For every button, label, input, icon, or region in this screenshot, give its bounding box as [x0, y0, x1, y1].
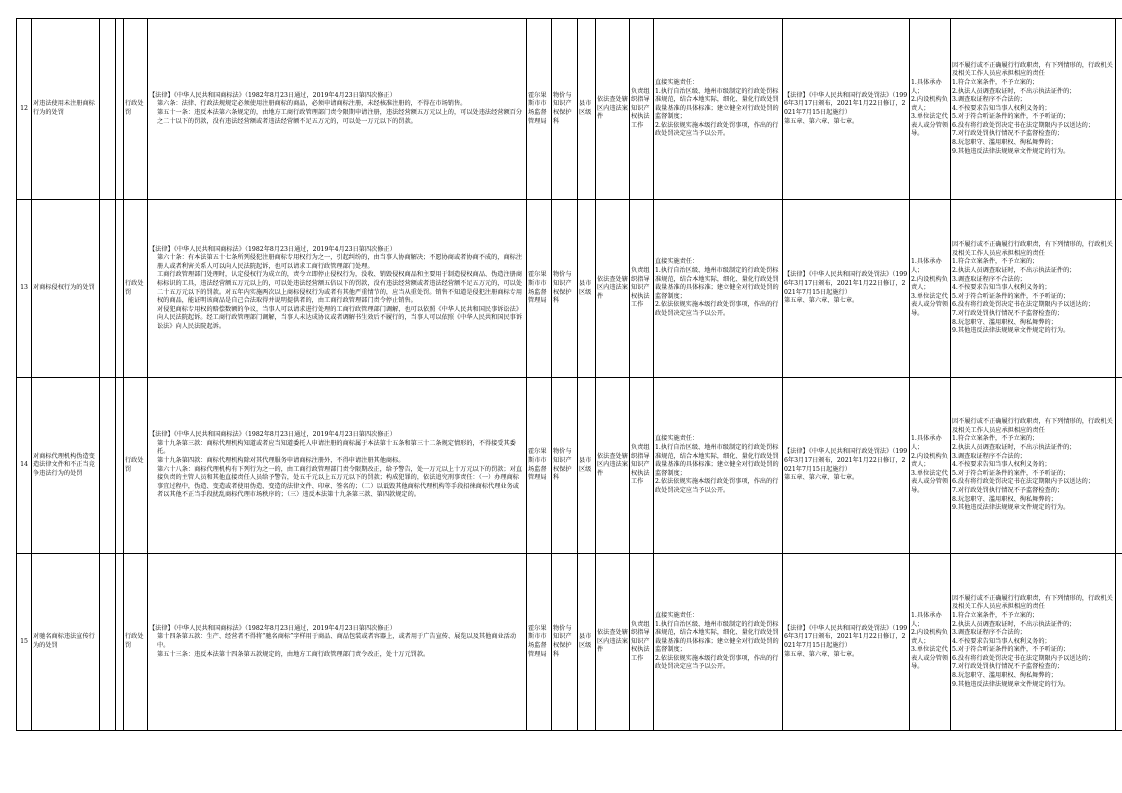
admin-level: 县市区级	[578, 200, 596, 378]
item-name: 对商标代理机构伪造变造法律文件和不正当竞争违法行为的处罚	[32, 378, 100, 554]
accountability-line: 2.执法人员调查取证时，不出示执法证件的；	[952, 444, 1076, 452]
law-line: 【法律】《中华人民共和国行政处罚法》（1996年3月17日颁布，2021年1月22日修订，2021年7月15日起施行）	[784, 624, 908, 649]
row-number: 12	[17, 19, 32, 200]
subject-line: 2.内设机构负责人；	[911, 629, 948, 645]
accountability-line: 3.调查取证程序不合法的；	[952, 629, 1026, 637]
accountability-law	[783, 554, 910, 731]
accountability-line: 9.其他违反法律法规规章文件规定的行为。	[952, 147, 1070, 155]
power-type: 行政处罚	[124, 19, 148, 200]
row-number: 15	[17, 554, 32, 731]
subject-line: 1.具体承办人；	[911, 258, 942, 275]
subject-line: 3.单位法定代表人或分管领导。	[911, 469, 949, 494]
power-type: 行政处罚	[124, 554, 148, 731]
admin-level: 县市区级	[578, 378, 596, 554]
item-name: 对违法使用未注册商标行为的处罚	[32, 19, 100, 200]
internal-office: 物价与知识产权保护科	[552, 554, 578, 731]
basis-line: 第十四条第五款：生产、经营者不得将“驰名商标”字样用于商品、商品包装或者容器上，或者用于广告宣传、展览以及其他商业活动中。	[157, 633, 517, 649]
accountability-line: 3.调查取证程序不合法的；	[952, 452, 1026, 460]
responsibility-line: 1.执行自治区级、地州市级制定的行政处罚标准规范，结合本地实际，细化、量化行政处罚裁量基准的具体标准；建立健全对行政处罚的监督制度；	[655, 267, 779, 300]
subject-line: 3.单位法定代表人或分管领导。	[911, 113, 949, 138]
accountability-title: 因不履行或不正确履行行政职责，有下列情形的，行政机关及相关工作人员应承担相应的责任	[952, 418, 1113, 434]
responsibility-line: 2.依法依规实施本级行政处罚事项，作出的行政处罚决定应当予以公开。	[655, 478, 779, 494]
blank-cell	[1116, 200, 1122, 378]
accountability-line: 1.符合立案条件，不予立案的；	[952, 611, 1039, 619]
responsibility	[654, 200, 783, 378]
row-number: 14	[17, 378, 32, 554]
accountability-line: 5.对于符合听证条件的案件，不予听证的；	[952, 113, 1070, 121]
responsible-subjects	[910, 378, 951, 554]
accountability-line: 6.没有将行政处罚决定书在法定期限内予以送达的；	[952, 478, 1095, 486]
accountability-line: 6.没有将行政处罚决定书在法定期限内予以送达的；	[952, 654, 1095, 662]
subject-line: 2.内设机构负责人；	[911, 452, 948, 469]
power-list-table	[16, 18, 1122, 731]
accountability-line: 9.其他违反法律法规规章文件规定的行为。	[952, 327, 1070, 335]
responsibility-line: 2.依法依规实施本级行政处罚事项，作出的行政处罚决定应当予以公开。	[655, 654, 779, 671]
law-line: 第五章、第六章、第七章。	[784, 650, 859, 658]
accountability-cases	[951, 200, 1116, 378]
blank-cell	[100, 19, 116, 200]
law-line: 第五章、第六章、第七章。	[784, 297, 859, 305]
responsibility-title: 直接实施责任：	[655, 435, 699, 443]
accountability-line: 2.执法人员调查取证时，不出示执法证件的；	[952, 267, 1076, 275]
basis-line: 第十九条第三款：商标代理机构知道或者应当知道委托人申请注册的商标属于本法第十五条和第三十二条规定情形的，不得接受其委托。	[157, 439, 516, 456]
responsibility	[654, 378, 783, 554]
accountability-line: 8.玩忽职守、滥用职权、徇私舞弊的；	[952, 672, 1057, 680]
blank-cell	[1116, 554, 1122, 731]
basis-line: 【法律】《中华人民共和国商标法》（1982年8月23日通过，2019年4月23日第四次修正）	[149, 245, 396, 253]
accountability-line: 8.玩忽职守、滥用职权、徇私舞弊的；	[952, 495, 1057, 503]
accountability-title: 因不履行或不正确履行行政职责，有下列情形的，行政机关及相关工作人员应承担相应的责任	[952, 594, 1113, 611]
internal-office: 物价与知识产权保护科	[552, 200, 578, 378]
responsibility-line: 2.依法依规实施本级行政处罚事项，作出的行政处罚决定应当予以公开。	[655, 301, 779, 317]
basis-line: 【法律】《中华人民共和国商标法》（1982年8月23日通过，2019年4月23日第四次修正）	[149, 91, 396, 99]
accountability-line: 8.玩忽职守、滥用职权、徇私舞弊的；	[952, 318, 1057, 326]
jurisdiction-scope: 依法查处辖区内违法案件	[596, 378, 630, 554]
accountability-law	[783, 19, 910, 200]
table-row	[17, 554, 1122, 731]
internal-office: 物价与知识产权保护科	[552, 378, 578, 554]
accountability-line: 7.对行政处罚执行情况不予监督检查的；	[952, 486, 1064, 494]
power-type: 行政处罚	[124, 200, 148, 378]
responsibility-title: 直接实施责任：	[655, 78, 699, 86]
law-line: 【法律】《中华人民共和国行政处罚法》（1996年3月17日颁布，2021年1月22日修订，2021年7月15日起施行）	[784, 91, 908, 116]
responsibility-title: 直接实施责任：	[655, 611, 699, 619]
basis-line: 第五十三条：违反本法第十四条第五款规定的，由地方工商行政管理部门责令改正，处十万元罚款。	[157, 650, 430, 658]
blank-cell	[100, 200, 116, 378]
basis-line: 第六十八条：商标代理机构有下列行为之一的，由工商行政管理部门责令限期改正，给予警告，处一万元以上十万元以下的罚款；对直接负责的主管人员和其他直接责任人员给予警告，处五千元以上五万元以下的罚款；构成犯罪的，依法追究刑事责任：（一）办理商标事宜过程中，伪造、变造或者使用伪造、变造的法律文件、印章、签名的；（二）以诋毁其他商标代理机构等手段招徕商标代理业务或者以其他不正当手段扰乱商标代理市场秩序的；（三）违反本法第十九条第三款、第四款规定的。	[157, 465, 523, 499]
responsibility-title: 直接实施责任：	[655, 258, 699, 266]
accountability-line: 6.没有将行政处罚决定书在法定期限内予以送达的；	[952, 301, 1095, 309]
duty-description: 负责组织指导知识产权执法工作	[630, 554, 654, 731]
law-line: 【法律】《中华人民共和国行政处罚法》（1996年3月17日颁布，2021年1月22日修订，2021年7月15日起施行）	[784, 271, 908, 296]
responsible-subjects	[910, 19, 951, 200]
duty-description: 负责组织指导知识产权执法工作	[630, 378, 654, 554]
jurisdiction-scope: 依法查处辖区内违法案件	[596, 200, 630, 378]
blank-cell	[1116, 19, 1122, 200]
power-type: 行政处罚	[124, 378, 148, 554]
blank-cell	[116, 19, 124, 200]
accountability-line: 7.对行政处罚执行情况不予监督检查的；	[952, 663, 1064, 671]
admin-level: 县市区级	[578, 19, 596, 200]
accountability-cases	[951, 19, 1116, 200]
responsibility-line: 2.依法依规实施本级行政处罚事项，作出的行政处罚决定应当予以公开。	[655, 121, 779, 138]
basis-line: 工商行政管理部门处理时，认定侵权行为成立的，责令立即停止侵权行为，没收、销毁侵权商品和主要用于制造侵权商品、伪造注册商标标识的工具，违法经营额五万元以上的，可以处违法经营额五倍以下的罚款，没有违法经营额或者违法经营额不足五万元的，可以处二十五万元以下的罚款。对五年内实施两次以上商标侵权行为或者有其他严重情节的，应当从重处罚。销售不知道是侵犯注册商标专用权的商品，能证明该商品是自己合法取得并说明提供者的，由工商行政管理部门责令停止销售。	[157, 271, 523, 305]
blank-cell	[100, 554, 116, 731]
accountability-line: 4.不按要求告知当事人权利义务的；	[952, 284, 1051, 292]
accountability-line: 1.符合立案条件，不予立案的；	[952, 435, 1039, 443]
accountability-line: 1.符合立案条件，不予立案的；	[952, 78, 1039, 86]
table-row	[17, 378, 1122, 554]
duty-description: 负责组织指导知识产权执法工作	[630, 19, 654, 200]
legal-basis	[148, 200, 527, 378]
responsibility-line: 1.执行自治区级、地州市级制定的行政处罚标准规范，结合本地实际，细化、量化行政处罚裁量基准的具体标准；建立健全对行政处罚的监督制度；	[655, 87, 779, 121]
law-line: 第五章、第六章、第七章。	[784, 117, 859, 125]
accountability-line: 1.符合立案条件，不予立案的；	[952, 258, 1039, 266]
accountability-line: 9.其他违反法律法规规章文件规定的行为。	[952, 504, 1070, 512]
accountability-line: 9.其他违反法律法规规章文件规定的行为。	[952, 680, 1070, 688]
implementing-dept: 霍尔果斯市市场监督管理局	[527, 200, 552, 378]
blank-cell	[1116, 378, 1122, 554]
implementing-dept: 霍尔果斯市市场监督管理局	[527, 19, 552, 200]
subject-line: 3.单位法定代表人或分管领导。	[911, 646, 949, 671]
basis-line: 【法律】《中华人民共和国商标法》（1982年8月23日通过，2019年4月23日第四次修正）	[149, 624, 396, 632]
accountability-line: 3.调查取证程序不合法的；	[952, 96, 1026, 104]
subject-line: 2.内设机构负责人；	[911, 275, 948, 292]
subject-line: 1.具体承办人；	[911, 611, 942, 628]
accountability-line: 7.对行政处罚执行情况不予监督检查的；	[952, 309, 1064, 317]
blank-cell	[100, 378, 116, 554]
subject-line: 1.具体承办人；	[911, 435, 942, 452]
accountability-line: 2.执法人员调查取证时，不出示执法证件的；	[952, 620, 1076, 628]
accountability-title: 因不履行或不正确履行行政职责，有下列情形的，行政机关及相关工作人员应承担相应的责任	[952, 61, 1113, 78]
basis-line: 第六条：法律、行政法规规定必须使用注册商标的商品，必须申请商标注册，未经核准注册的，不得在市场销售。	[157, 100, 467, 108]
accountability-line: 6.没有将行政处罚决定书在法定期限内予以送达的；	[952, 121, 1095, 129]
accountability-line: 4.不按要求告知当事人权利义务的；	[952, 637, 1051, 645]
accountability-cases	[951, 554, 1116, 731]
blank-cell	[116, 378, 124, 554]
jurisdiction-scope: 依法查处辖区内违法案件	[596, 554, 630, 731]
accountability-line: 3.调查取证程序不合法的；	[952, 275, 1026, 283]
basis-line: 【法律】《中华人民共和国商标法》（1982年8月23日通过，2019年4月23日第四次修正）	[149, 431, 396, 439]
subject-line: 3.单位法定代表人或分管领导。	[911, 292, 949, 317]
legal-basis	[148, 554, 527, 731]
item-name: 对驰名商标违法宣传行为的处罚	[32, 554, 100, 731]
basis-line: 对侵犯商标专用权的赔偿数额的争议，当事人可以请求进行处理的工商行政管理部门调解，也可以依照《中华人民共和国民事诉讼法》向人民法院起诉。经工商行政管理部门调解，当事人未达成协议或者调解书生效后不履行的，当事人可以依照《中华人民共和国民事诉讼法》向人民法院起诉。	[157, 305, 523, 330]
accountability-line: 2.执法人员调查取证时，不出示执法证件的；	[952, 87, 1076, 95]
accountability-line: 4.不按要求告知当事人权利义务的；	[952, 104, 1051, 112]
responsibility-line: 1.执行自治区级、地州市级制定的行政处罚标准规范，结合本地实际，细化、量化行政处罚裁量基准的具体标准；建立健全对行政处罚的监督制度；	[655, 620, 779, 654]
subject-line: 1.具体承办人；	[911, 78, 942, 95]
accountability-line: 5.对于符合听证条件的案件，不予听证的；	[952, 646, 1070, 654]
accountability-line: 4.不按要求告知当事人权利义务的；	[952, 461, 1051, 469]
responsibility-line: 1.执行自治区级、地州市级制定的行政处罚标准规范，结合本地实际，细化、量化行政处罚裁量基准的具体标准；建立健全对行政处罚的监督制度；	[655, 444, 779, 477]
responsibility	[654, 19, 783, 200]
item-name: 对商标侵权行为的处罚	[32, 200, 100, 378]
accountability-line: 7.对行政处罚执行情况不予监督检查的；	[952, 130, 1064, 138]
subject-line: 2.内设机构负责人；	[911, 96, 948, 112]
accountability-line: 5.对于符合听证条件的案件，不予听证的；	[952, 292, 1070, 300]
basis-line: 第六十条：有本法第五十七条所列侵犯注册商标专用权行为之一，引起纠纷的，由当事人协商解决；不愿协商或者协商不成的，商标注册人或者利害关系人可以向人民法院起诉，也可以请求工商行政管理部门处理。	[157, 254, 523, 270]
basis-line: 第五十一条：违反本法第六条规定的，由地方工商行政管理部门责令限期申请注册，违法经营额五万元以上的，可以处违法经营额百分之二十以下的罚款，没有违法经营额或者违法经营额不足五万元的，可以处一万元以下的罚款。	[157, 109, 523, 125]
blank-cell	[116, 554, 124, 731]
accountability-line: 5.对于符合听证条件的案件，不予听证的；	[952, 469, 1070, 477]
accountability-law	[783, 378, 910, 554]
admin-level: 县市区级	[578, 554, 596, 731]
law-line: 【法律】《中华人民共和国行政处罚法》（1996年3月17日颁布，2021年1月22日修订，2021年7月15日起施行）	[784, 448, 908, 473]
law-line: 第五章、第六章、第七章。	[784, 474, 859, 482]
table-row	[17, 19, 1122, 200]
jurisdiction-scope: 依法查处辖区内违法案件	[596, 19, 630, 200]
responsible-subjects	[910, 200, 951, 378]
responsible-subjects	[910, 554, 951, 731]
accountability-title: 因不履行或不正确履行行政职责，有下列情形的，行政机关及相关工作人员应承担相应的责任	[952, 241, 1113, 257]
internal-office: 物价与知识产权保护科	[552, 19, 578, 200]
legal-basis	[148, 19, 527, 200]
row-number: 13	[17, 200, 32, 378]
legal-basis	[148, 378, 527, 554]
accountability-cases	[951, 378, 1116, 554]
basis-line: 第十九条第四款：商标代理机构除对其代理服务申请商标注册外，不得申请注册其他商标。	[157, 456, 405, 464]
blank-cell	[116, 200, 124, 378]
implementing-dept: 霍尔果斯市市场监督管理局	[527, 378, 552, 554]
table-row	[17, 200, 1122, 378]
accountability-line: 8.玩忽职守、滥用职权、徇私舞弊的；	[952, 139, 1057, 147]
accountability-law	[783, 200, 910, 378]
duty-description: 负责组织指导知识产权执法工作	[630, 200, 654, 378]
implementing-dept: 霍尔果斯市市场监督管理局	[527, 554, 552, 731]
responsibility	[654, 554, 783, 731]
